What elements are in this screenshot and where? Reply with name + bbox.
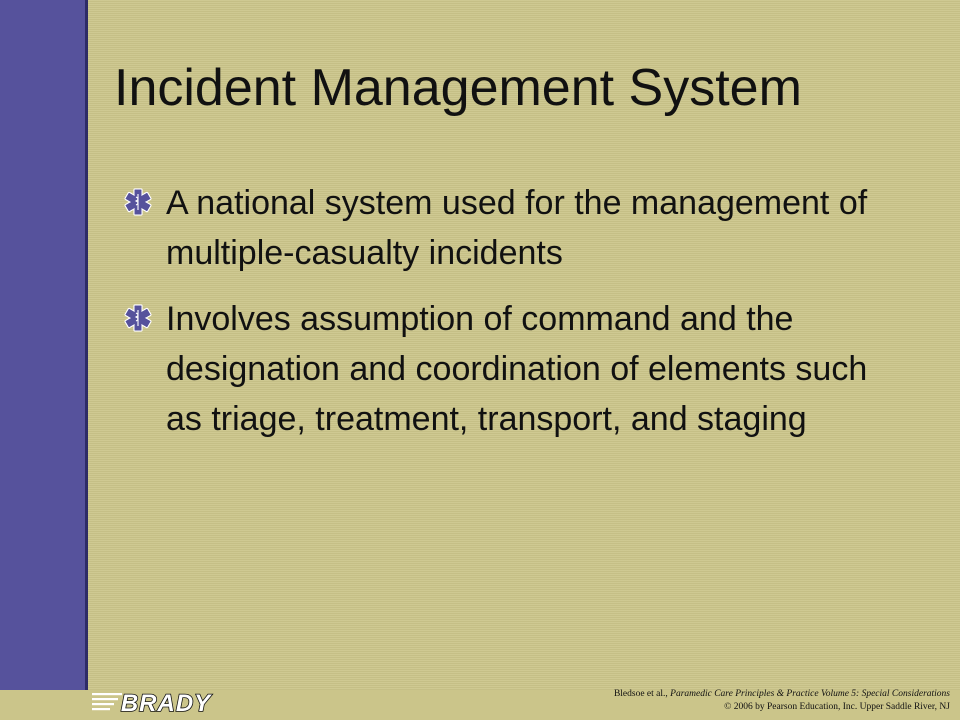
star-of-life-icon [124,188,152,216]
bullet-text-1: A national system used for the management of multiple-casualty incidents [166,184,868,272]
svg-text:BRADY: BRADY [120,690,212,715]
copyright-line: © 2006 by Pearson Education, Inc. Upper Saddle River, NJ [724,702,950,712]
credit-authors: Bledsoe et al., [613,689,668,699]
footer-credit [614,688,950,714]
bullet-list [120,178,880,460]
brady-logo [92,689,220,715]
left-accent-bar-edge [85,0,88,690]
star-of-life-icon [124,304,152,332]
bullet-item-1 [120,178,880,278]
bullet-text-2: Involves assumption of command and the designation and coordination of elements such as triage, treatment, transport, and staging [166,300,868,438]
credit-line [614,688,950,701]
slide-title: Incident Management System [114,59,802,117]
left-accent-bar [0,0,85,690]
bullet-item-2 [120,294,880,444]
credit-book-title: Paramedic Care Principles & Practice Volume 5: Special Considerations [670,689,950,699]
